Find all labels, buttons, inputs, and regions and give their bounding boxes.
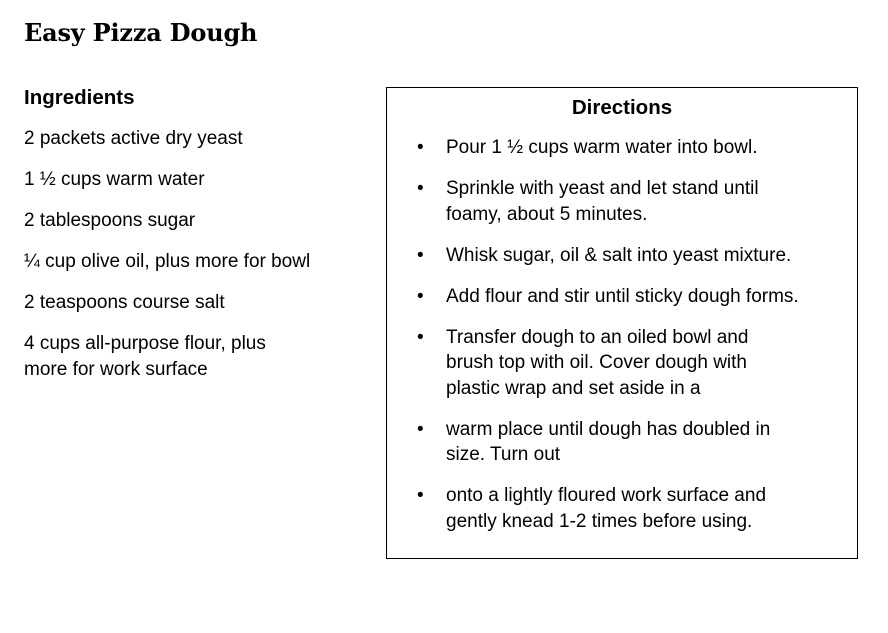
- bullet-icon: •: [417, 244, 424, 266]
- bullet-icon: •: [417, 285, 424, 307]
- bullet-icon: •: [417, 485, 424, 506]
- direction-step: [387, 325, 857, 402]
- direction-step-text: warm place until dough has doubled in size. Turn out: [446, 418, 771, 465]
- ingredients-list: [24, 126, 364, 383]
- direction-step: [387, 243, 857, 269]
- bullet-icon: •: [417, 137, 424, 158]
- direction-step: [387, 135, 857, 161]
- ingredient-item: 2 packets active dry yeast: [24, 128, 243, 149]
- direction-step-text: Sprinkle with yeast and let stand until foamy, about 5 minutes.: [446, 178, 759, 225]
- ingredient-item: ¼ cup olive oil, plus more for bowl: [24, 251, 311, 272]
- ingredients-section: [24, 86, 364, 398]
- directions-box: [386, 87, 858, 559]
- direction-step: [387, 417, 857, 468]
- direction-step-text: Pour 1 ½ cups warm water into bowl.: [446, 137, 758, 158]
- bullet-icon: •: [417, 326, 424, 348]
- ingredient-item: 1 ½ cups warm water: [24, 169, 205, 190]
- direction-step-text: Transfer dough to an oiled bowl and brush top with oil. Cover dough with plastic wrap and set aside in a: [446, 326, 749, 399]
- ingredients-heading: Ingredients: [24, 86, 135, 109]
- ingredient-item: 4 cups all-purpose flour, plus more for work surface: [24, 333, 266, 380]
- bullet-icon: •: [417, 178, 424, 199]
- ingredient-item: 2 tablespoons sugar: [24, 210, 196, 231]
- ingredient-item: 2 teaspoons course salt: [24, 292, 225, 313]
- bullet-icon: •: [417, 418, 424, 440]
- direction-step-text: Whisk sugar, oil & salt into yeast mixture.: [446, 244, 792, 266]
- direction-step-text: Add flour and stir until sticky dough forms.: [446, 285, 799, 307]
- directions-list: [387, 135, 857, 534]
- recipe-title: Easy Pizza Dough: [24, 18, 258, 47]
- direction-step: [387, 284, 857, 310]
- directions-heading: Directions: [571, 96, 673, 119]
- direction-step: [387, 176, 857, 227]
- direction-step: [387, 483, 857, 534]
- direction-step-text: onto a lightly floured work surface and gently knead 1-2 times before using.: [446, 485, 767, 532]
